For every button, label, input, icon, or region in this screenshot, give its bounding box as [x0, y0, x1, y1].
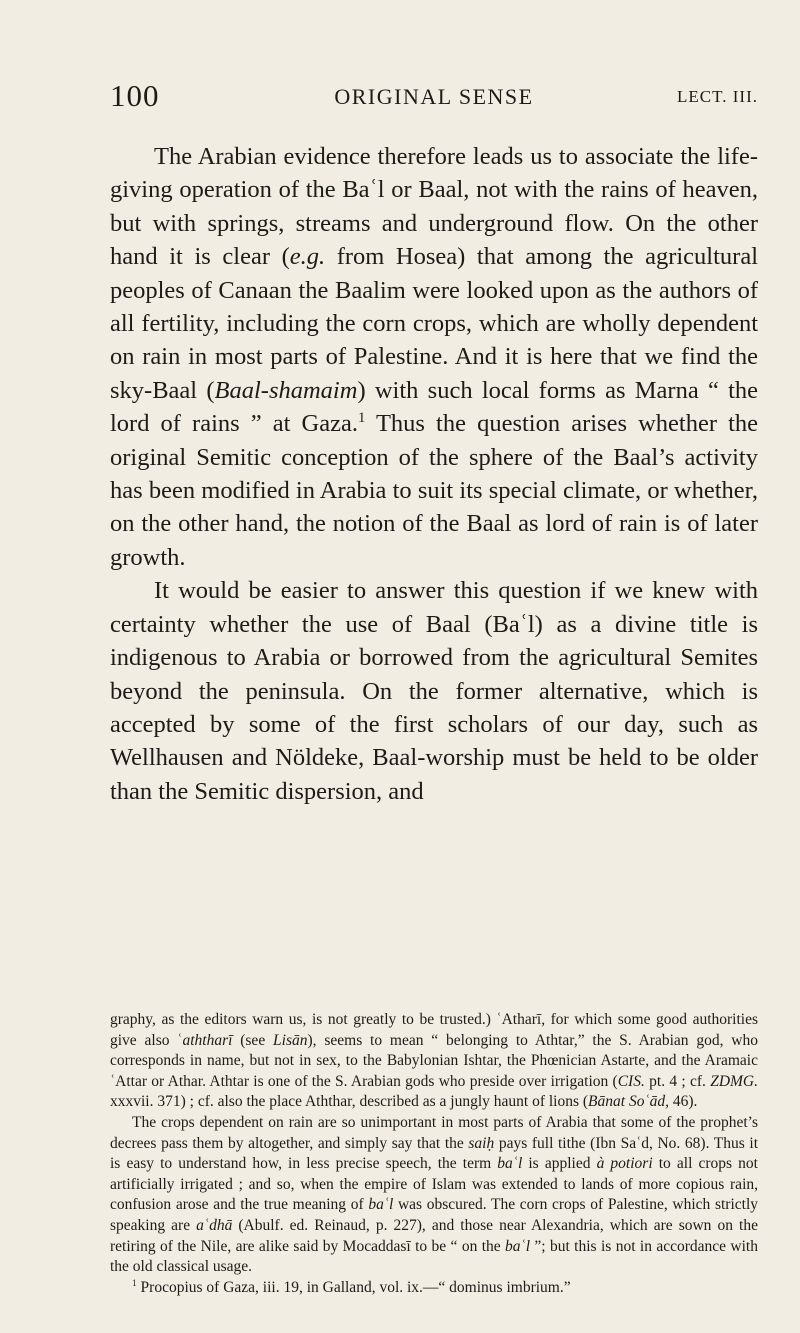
page-number: 100	[110, 78, 160, 113]
paragraph-2: It would be easier to answer this question if we knew with certainty whether the use of Baal (Baʿl) as a divine title is indigenous to Arabia or borrowed from the agricultural Semites beyond the peninsula. On the former alternative, which is accepted by some of the first scholars of our day, such as Wellhausen and Nöldeke, Baal-worship must be held to be older than the Semitic dispersion, and	[110, 577, 758, 805]
footnote-marker-1: 1	[132, 1278, 137, 1289]
page-header	[110, 78, 758, 118]
footnotes	[110, 1010, 758, 1298]
paragraph-1: The Arabian evidence therefore leads us to associate the life-giving operation of the Baʿl or Baal, not with the rains of heaven, but with springs, streams and underground flow. On the other hand it is clear (e.g. from Hosea) that among the agricultural peoples of Canaan the Baalim were looked upon as the authors of all fertility, including the corn crops, which are wholly dependent on rain in most parts of Palestine. And it is here that we find the sky-Baal (Baal-shamaim) with such local forms as Marna “ the lord of rains ” at Gaza.$^1$ Thus the question arises whether the original Semitic conception of the sphere of the Baal’s activity has been modified in Arabia to suit its special climate, or whether, on the other hand, the notion of the Baal as lord of rain is of later growth.	[110, 143, 759, 571]
lecture-label: LECT. III.	[677, 87, 758, 106]
running-head: ORIGINAL SENSE	[334, 84, 534, 109]
main-text	[110, 140, 758, 808]
footnote-1: $^1$ Procopius of Gaza, iii. 19, in Galland, vol. ix.—“ dominus imbrium.”	[132, 1278, 571, 1296]
footnote-crops-paragraph: The crops dependent on rain are so unimportant in most parts of Arabia that some of the prophet’s decrees pass them by altogether, and simply say that the saiḥ pays full tithe (Ibn Saʿd, No. 68). Thus it is easy to understand how, in less precise speech, the term baʿl is applied à potiori to all crops not artificially irrigated ; and so, when the empire of Islam was extended to lands of more copious rain, confusion arose and the true meaning of baʿl was obscured. The corn crops of Palestine, which strictly speaking are aʿdhā (Abulf. ed. Reinaud, p. 227), and those near Alexandria, which are sown on the retiring of the Nile, are alike said by Mocaddasī to be “ on the baʿl ”; but this is not in accordance with the old classical usage.	[110, 1113, 758, 1276]
footnote-continuation: graphy, as the editors warn us, is not greatly to be trusted.) ʿAtharī, for which some good authorities give also ʿaththarī (see Lisān), seems to mean “ belonging to Athtar,” the S. Arabian god, who corresponds in name, but not in sex, to the Babylonian Ishtar, the Phœnician Astarte, and the Aramaic ʿAttar or Athar. Athtar is one of the S. Arabian gods who preside over irrigation (CIS. pt. 4 ; cf. ZDMG. xxxvii. 371) ; cf. also the place Aththar, described as a jungly haunt of lions (Bānat Soʿād, 46).	[110, 1011, 758, 1111]
footnote-ref-1[interactable]: 1	[357, 410, 366, 427]
